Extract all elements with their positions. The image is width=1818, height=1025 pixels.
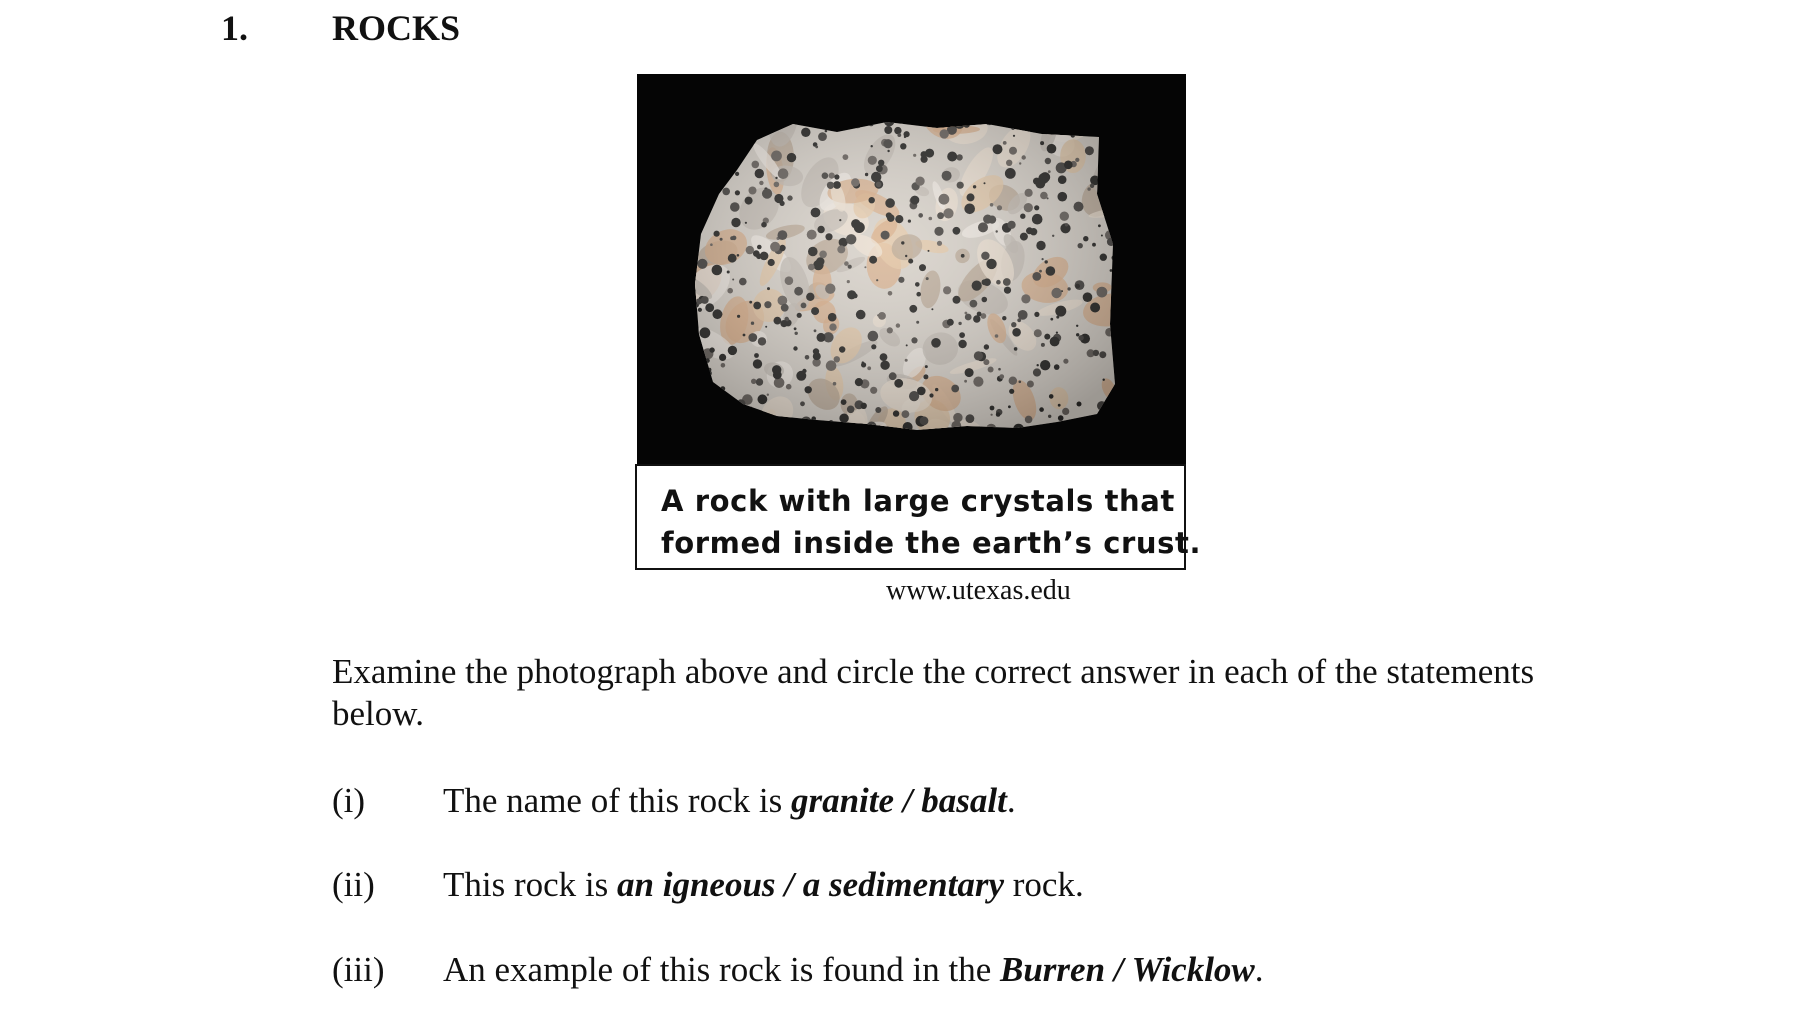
statement-ending: .	[1254, 950, 1264, 989]
figure-caption-box	[635, 464, 1202, 570]
granite-rock-image	[637, 74, 1186, 466]
caption-line-1: A rock with large crystals that	[661, 484, 1175, 518]
answer-options[interactable]: Burren / Wicklow	[999, 950, 1255, 989]
item-numeral: (i)	[332, 781, 366, 820]
statement-text: The name of this rock is	[443, 781, 791, 820]
answer-options[interactable]: an igneous / a sedimentary	[617, 865, 1004, 904]
statement-ending: rock.	[1004, 865, 1084, 904]
image-source-credit: www.utexas.edu	[886, 575, 1071, 606]
statement-ending: .	[1006, 781, 1016, 820]
item-statement	[443, 949, 1264, 991]
question-title: ROCKS	[332, 8, 461, 48]
item-numeral: (iii)	[332, 950, 385, 989]
item-statement	[443, 864, 1084, 906]
item-statement	[443, 780, 1016, 822]
question-number: 1.	[221, 8, 248, 48]
caption-line-2: formed inside the earth’s crust.	[661, 526, 1202, 560]
statement-text: An example of this rock is found in the	[443, 950, 1000, 989]
item-numeral: (ii)	[332, 865, 375, 904]
answer-options[interactable]: granite / basalt	[790, 781, 1007, 820]
statement-text: This rock is	[443, 865, 618, 904]
instruction-text: Examine the photograph above and circle the correct answer in each of the statements below.	[332, 652, 1535, 733]
rock-photograph	[637, 74, 1186, 466]
